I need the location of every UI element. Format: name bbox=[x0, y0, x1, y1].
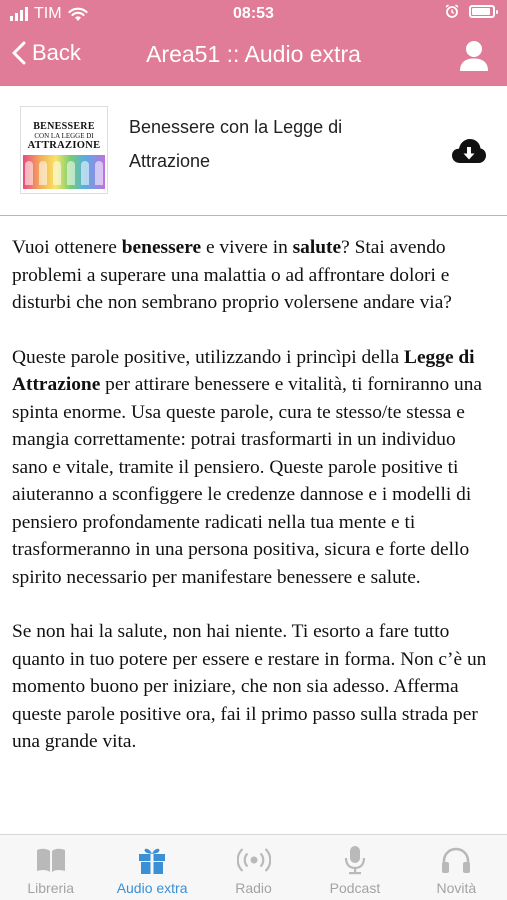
tab-label: Radio bbox=[235, 880, 272, 896]
tab-label: Libreria bbox=[27, 880, 75, 896]
gift-icon bbox=[137, 845, 167, 875]
description-paragraph-1 bbox=[12, 234, 496, 317]
tab-libreria[interactable] bbox=[0, 835, 101, 900]
battery-level bbox=[472, 8, 490, 15]
text-span: per attirare benessere e vitalità, ti forniranno una spinta enorme. Usa queste parole, cura te stesso/te stessa e mangia correttamente: potrai trasformarti in un individuo sano e vitale, tramite il pensiero. Queste parole positive ti aiuteranno a sconfiggere le credenze dannose e i modelli di pensiero profondamente radicati nella tua mente e ti trasformeranno in una persona positiva, sicura e forte dello spirito necessario per manifestare benessere e salute. bbox=[12, 374, 483, 588]
description-paragraph-2 bbox=[12, 344, 496, 592]
page-title: Area51 :: Audio extra bbox=[146, 41, 361, 67]
cover-title-line3: ATTRAZIONE bbox=[27, 140, 101, 151]
text-span: Vuoi ottenere bbox=[12, 237, 122, 258]
tab-bar bbox=[0, 834, 507, 900]
tab-audio-extra[interactable] bbox=[101, 835, 202, 900]
download-button[interactable] bbox=[451, 138, 487, 169]
text-span: Queste parole positive, utilizzando i princìpi della bbox=[12, 346, 405, 368]
user-profile-button[interactable] bbox=[459, 40, 489, 77]
alarm-clock-icon bbox=[445, 4, 459, 18]
bold-keyword: benessere bbox=[121, 237, 202, 258]
cloud-download-icon bbox=[451, 138, 487, 164]
tab-label: Novità bbox=[436, 880, 477, 896]
cover-title-line2: CON LA LEGGE DI bbox=[34, 132, 94, 140]
bold-keyword: Legge di Attrazione bbox=[12, 346, 475, 395]
text-span: e vivere in bbox=[201, 237, 293, 258]
description-paragraph-3: Se non hai la salute, non hai niente. Ti esorto a fare tutto quanto in tuo potere per essere e restare in forma. Non c’è un momento buono per iniziare, che non sia adesso. Afferma queste parole positive ora, fai il primo passo sulla strada per una grande vita. bbox=[12, 621, 487, 752]
description-text bbox=[12, 234, 496, 834]
text-span: ? Stai avendo problemi a superare una malattia o ad affrontare dolori e disturbi che non sembrano proprio volersene andare via? bbox=[12, 237, 452, 313]
status-time: 08:53 bbox=[233, 5, 274, 22]
tab-radio[interactable] bbox=[203, 835, 304, 900]
tab-podcast[interactable] bbox=[304, 835, 405, 900]
audio-title: Benessere con la Legge di Attrazione bbox=[129, 117, 343, 171]
battery-icon bbox=[469, 5, 495, 18]
microphone-icon bbox=[344, 845, 366, 875]
tab-label: Audio extra bbox=[116, 880, 188, 896]
cover-figures bbox=[25, 161, 103, 185]
tab-label: Podcast bbox=[329, 880, 381, 896]
headphones-icon bbox=[441, 846, 471, 874]
carrier-label: TIM bbox=[34, 5, 62, 22]
back-label: Back bbox=[32, 40, 81, 65]
book-icon bbox=[35, 847, 67, 873]
audio-item-header bbox=[0, 86, 507, 216]
bold-keyword: salute bbox=[292, 237, 342, 258]
user-icon bbox=[459, 40, 489, 72]
cover-image bbox=[20, 106, 108, 194]
radio-waves-icon bbox=[237, 847, 271, 873]
cover-title-line1: BENESSERE bbox=[33, 121, 95, 132]
tab-novita[interactable] bbox=[406, 835, 507, 900]
nav-bar bbox=[0, 28, 507, 86]
status-right bbox=[445, 4, 495, 18]
status-bar bbox=[0, 0, 507, 28]
